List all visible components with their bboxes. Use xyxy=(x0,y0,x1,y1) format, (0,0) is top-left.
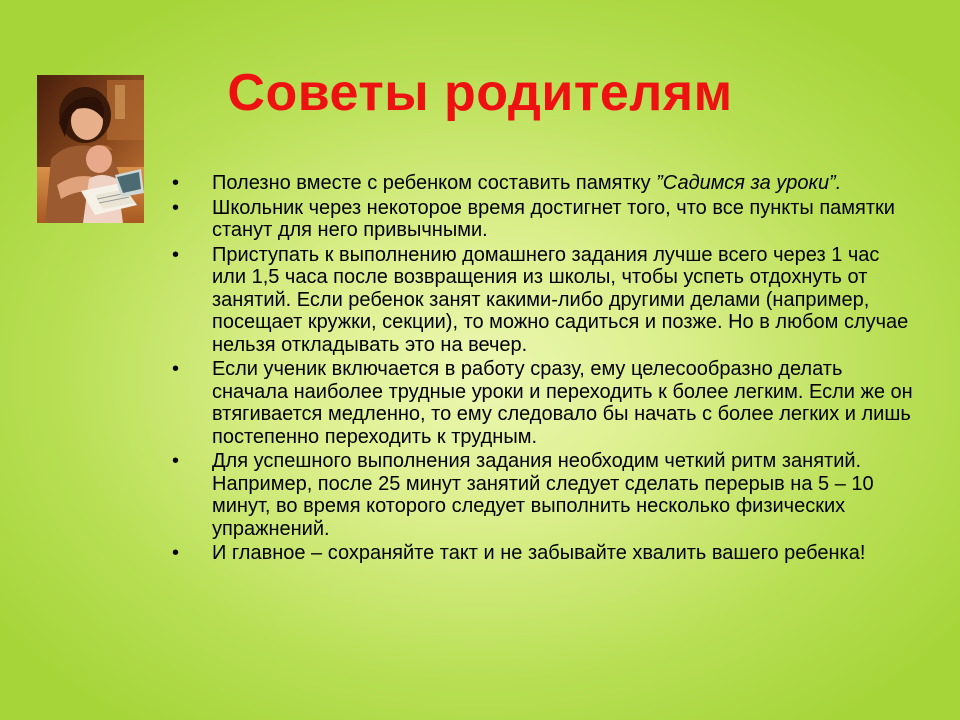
mother-child-homework-photo xyxy=(37,75,144,223)
tip-text: Полезно вместе с ребенком составить памятку xyxy=(212,172,657,194)
tip-item xyxy=(172,542,917,565)
bullet-icon: • xyxy=(172,196,180,219)
tip-item xyxy=(172,244,917,357)
slide-title: Советы родителям xyxy=(227,64,733,122)
bullet-icon: • xyxy=(172,542,180,564)
tip-item xyxy=(172,450,917,540)
tip-text: Если ученик включается в работу сразу, ему целесообразно делать сначала наиболее трудные уроки и переходить к более легким. Если же он втягивается медленно, то ему следовало бы начать с более легких и лишь постепенно переходить к трудным. xyxy=(212,358,913,448)
tip-item xyxy=(172,172,917,195)
tip-quote: ”Садимся за уроки”. xyxy=(656,172,842,194)
bullet-icon: • xyxy=(172,172,180,194)
photo-illustration xyxy=(37,75,144,223)
tip-text: И главное – сохраняйте такт и не забывайте хвалить вашего ребенка! xyxy=(212,542,866,564)
bullet-icon: • xyxy=(172,243,180,266)
tip-text: Для успешного выполнения задания необходим четкий ритм занятий. Например, после 25 минут занятий следует сделать перерыв на 5 – 10 минут, во время которого следует выполнить несколько физических упражнений. xyxy=(212,450,874,540)
bullet-icon: • xyxy=(172,358,180,380)
tip-item xyxy=(172,197,917,242)
tips-list xyxy=(172,172,917,567)
tip-text: Приступать к выполнению домашнего задания лучше всего через 1 час или 1,5 часа после возвращения из школы, чтобы успеть отдохнуть от занятий. Если ребенок занят какими-либо другими делами (например, посещает кружки, секции), то можно садиться и позже. Но в любом случае нельзя откладывать это на вечер. xyxy=(212,243,909,356)
tip-text: Школьник через некоторое время достигнет того, что все пункты памятки станут для него привычными. xyxy=(212,196,895,241)
bullet-icon: • xyxy=(172,450,180,472)
tip-item xyxy=(172,358,917,448)
